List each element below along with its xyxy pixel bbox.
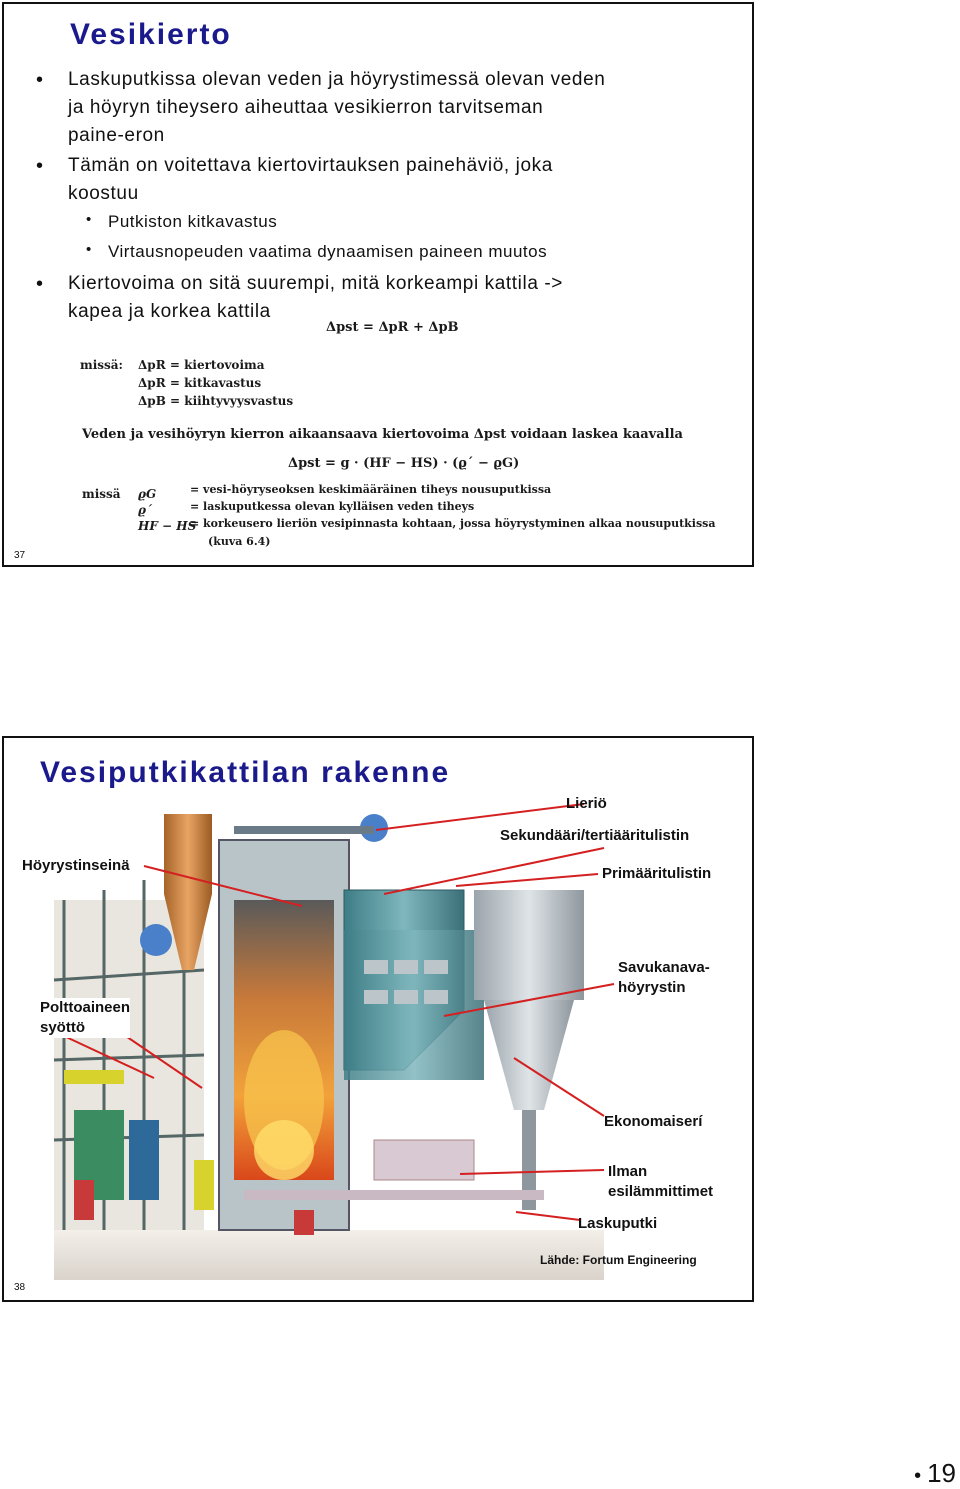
label-polttoaineen-syotto: Polttoaineen syöttö [40,999,131,1036]
bullet-dot-icon: • [914,1465,922,1487]
label-ekonomaiseri: Ekonomaiserí [604,1113,703,1130]
label-primaaritulistin: Primääritulistin [602,865,712,882]
symbol: ϱ´ [138,503,152,517]
slide-38 [2,736,754,1302]
label-lierio: Lieriö [566,795,607,812]
label-sekundaaritulistin: Sekundääri/tertiääritulistin [500,827,690,844]
label-laskuputki: Laskuputki [578,1215,658,1232]
sub-bullet-2: • Virtausnopeuden vaatima dynaamisen paineen muutos [86,241,548,261]
page-number: • 19 [914,1458,956,1488]
symbol: ϱG [138,487,157,501]
missa-label: missä: [80,358,123,372]
slide-title: Vesiputkikattilan rakenne [40,756,451,789]
bullet-3: • Kiertovoima on sitä suurempi, mitä korkeampi kattila -> kapea ja korkea kattila [68,270,563,326]
figure-ref: (kuva 6.4) [208,535,271,548]
def-line: ΔpR = kitkavastus [138,376,262,390]
slide-number: 37 [14,550,26,561]
formula-2: Δpst = g · (HF − HS) · (ϱ´ − ϱG) [288,456,520,471]
bullet-dot-icon: • [36,69,44,91]
slide-37 [2,2,754,567]
source-credit: Lähde: Fortum Engineering [540,1253,697,1267]
formula-main: Δpst = ΔpR + ΔpB [326,320,459,335]
bullet-dot-icon: • [86,241,92,258]
sub-bullet-1: • Putkiston kitkavastus [86,211,278,231]
def-line: ΔpR = kiertovoima [138,358,265,372]
def-line: = vesi-höyryseoksen keskimääräinen tiheys nousuputkissa [190,483,552,496]
bullet-dot-icon: • [36,155,44,177]
formula-sentence: Veden ja vesihöyryn kierron aikaansaava kiertovoima Δpst voidaan laskea kaavalla [82,427,683,442]
label-ilman-esilammittimet: Ilman esilämmittimet [608,1163,714,1200]
bullet-dot-icon: • [86,211,92,228]
label-savukanavahoyrystin: Savukanava- höyrystin [618,959,710,996]
def-line: = korkeusero lieriön vesipinnasta kohtaan, jossa höyrystyminen alkaa nousuputkissa [190,517,716,530]
slide-title: Vesikierto [70,18,232,51]
bullet-2: • Tämän on voitettava kiertovirtauksen painehäviö, joka koostuu [68,152,553,208]
slide-number: 38 [14,1282,26,1293]
missa-label: missä [82,487,121,501]
bullet-dot-icon: • [36,273,44,295]
def-line: ΔpB = kiihtyvyysvastus [138,394,294,408]
bullet-1: • Laskuputkissa olevan veden ja höyrystimessä olevan veden ja höyryn tiheysero aiheuttaa vesikierron tarvitseman paine-eron [68,66,605,150]
label-hoyrystinseina: Höyrystinseinä [22,857,130,874]
symbol: HF − HS [138,519,197,533]
def-line: = laskuputkessa olevan kylläisen veden tiheys [190,500,475,513]
